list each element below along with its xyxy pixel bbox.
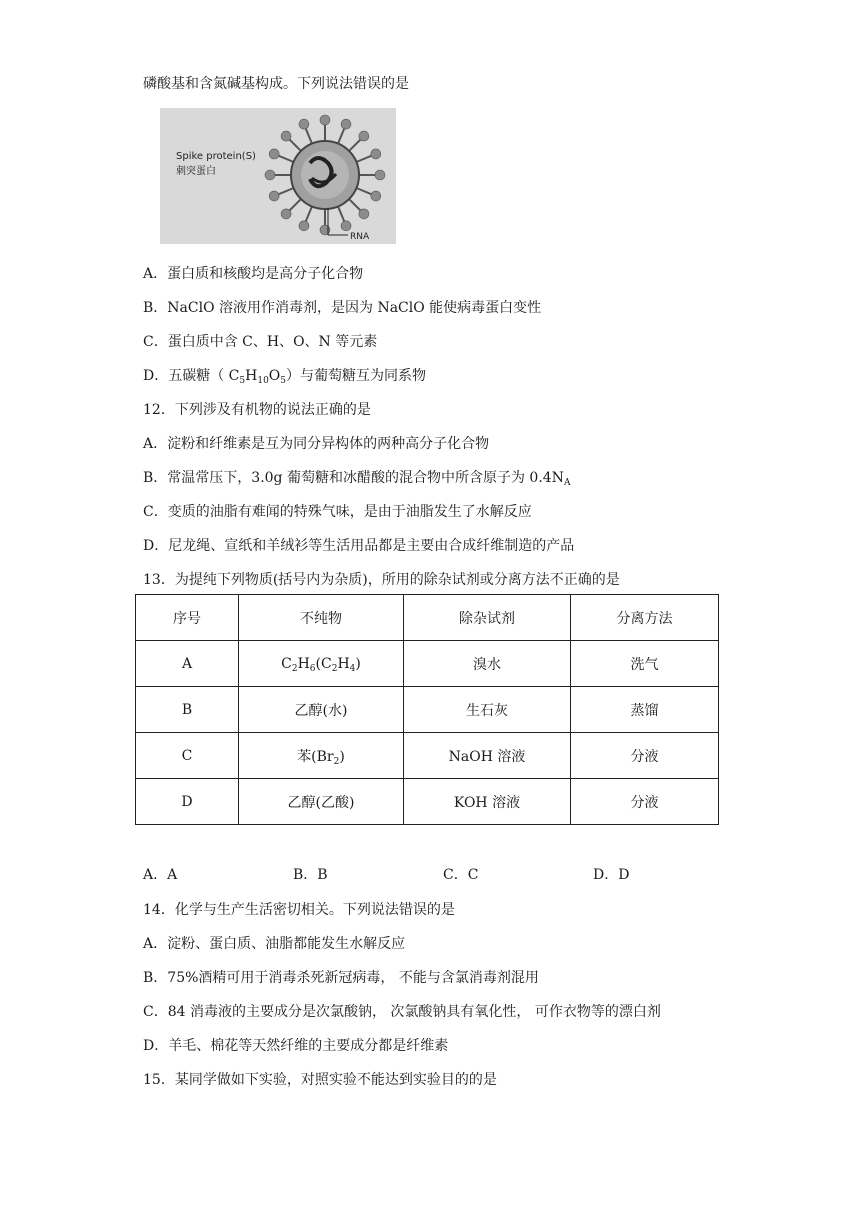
q11-option-d: D．五碳糖（ $C_5H_{10}O_5$）与葡萄糖互为同系物 — [143, 368, 427, 386]
spike-head — [375, 170, 385, 180]
spike-head — [371, 149, 381, 159]
q14-option-d: D．羊毛、棉花等天然纤维的主要成分都是纤维素 — [143, 1038, 449, 1054]
q12-stem: 12．下列涉及有机物的说法正确的是 — [143, 402, 371, 418]
row-method: 分液 — [571, 779, 719, 825]
row-reagent: KOH 溶液 — [404, 779, 571, 825]
q13-answer-b: B．B — [293, 867, 328, 883]
spike-stalk — [356, 188, 373, 195]
spike-stalk — [277, 188, 294, 195]
row-method: 洗气 — [571, 641, 719, 687]
table-row — [136, 687, 719, 733]
spike-head — [269, 149, 279, 159]
q12-option-d: D．尼龙绳、宣纸和羊绒衫等生活用品都是主要由合成纤维制造的产品 — [143, 538, 575, 554]
row-id: B — [136, 687, 239, 733]
spike-head — [299, 119, 309, 129]
q14-option-b: B．75%酒精可用于消毒杀死新冠病毒， 不能与含氯消毒剂混用 — [143, 970, 539, 986]
label-spike-zh: 刺突蛋白 — [176, 166, 216, 177]
header-impure: 不纯物 — [239, 595, 404, 641]
q11-option-b: B．NaClO 溶液用作消毒剂，是因为 NaClO 能使病毒蛋白变性 — [143, 300, 542, 316]
row-reagent: 生石灰 — [404, 687, 571, 733]
spike-head — [371, 191, 381, 201]
row-id: C — [136, 733, 239, 779]
spike-head — [281, 209, 291, 219]
spike-stalk — [356, 155, 373, 162]
q12-option-c: C．变质的油脂有难闻的特殊气味，是由于油脂发生了水解反应 — [143, 504, 532, 520]
row-impure: 乙醇(水) — [239, 687, 404, 733]
virus-figure — [160, 108, 396, 244]
spike-stalk — [338, 206, 345, 223]
q15-stem: 15．某同学做如下实验，对照实验不能达到实验目的的是 — [143, 1072, 497, 1088]
spike-head — [265, 170, 275, 180]
row-reagent: 溴水 — [404, 641, 571, 687]
q12-option-b: B．常温常压下，3.0g 葡萄糖和冰醋酸的混合物中所含原子为 $0.4N_A$ — [143, 470, 571, 488]
q14-option-c: C．84 消毒液的主要成分是次氯酸钠， 次氯酸钠具有氧化性， 可作衣物等的漂白剂 — [143, 1004, 661, 1020]
spike-stalk — [349, 138, 362, 151]
coronavirus-diagram — [160, 108, 396, 244]
table-row — [136, 733, 719, 779]
row-method: 蒸馏 — [571, 687, 719, 733]
table-row — [136, 641, 719, 687]
spike-head — [341, 119, 351, 129]
q11-stem-tail: 磷酸基和含氮碱基构成。下列说法错误的是 — [143, 76, 409, 92]
label-rna: RNA — [350, 232, 370, 242]
header-method: 分离方法 — [571, 595, 719, 641]
row-id: A — [136, 641, 239, 687]
row-id: D — [136, 779, 239, 825]
q13-answer-d: D．D — [593, 867, 630, 883]
header-id: 序号 — [136, 595, 239, 641]
table-row — [136, 779, 719, 825]
spike-stalk — [305, 127, 312, 144]
q14-stem: 14．化学与生产生活密切相关。下列说法错误的是 — [143, 902, 455, 918]
row-method: 分液 — [571, 733, 719, 779]
spike-head — [359, 131, 369, 141]
row-impure: $C_2H_6(C_2H_4)$ — [239, 641, 404, 687]
row-reagent: NaOH 溶液 — [404, 733, 571, 779]
spike-head — [320, 115, 330, 125]
spike-stalk — [349, 199, 362, 212]
q13-stem: 13．为提纯下列物质(括号内为杂质)，所用的除杂试剂或分离方法不正确的是 — [143, 572, 620, 588]
spike-head — [281, 131, 291, 141]
spike-head — [341, 221, 351, 231]
q13-table — [135, 594, 719, 825]
spike-stalk — [288, 138, 301, 151]
spike-stalk — [277, 155, 294, 162]
spike-stalk — [338, 127, 345, 144]
table-header-row — [136, 595, 719, 641]
row-impure: 乙醇(乙酸) — [239, 779, 404, 825]
spike-head — [299, 221, 309, 231]
q11-option-a: A．蛋白质和核酸均是高分子化合物 — [143, 266, 364, 282]
header-reagent: 除杂试剂 — [404, 595, 571, 641]
q11-option-c: C．蛋白质中含 C、H、O、N 等元素 — [143, 334, 378, 350]
q13-answer-a: A．A — [143, 867, 178, 883]
q13-answer-c: C．C — [443, 867, 479, 883]
label-spike-en: Spike protein(S) — [176, 151, 256, 162]
spike-head — [269, 191, 279, 201]
spike-stalk — [288, 199, 301, 212]
spike-stalk — [305, 206, 312, 223]
q12-option-a: A．淀粉和纤维素是互为同分异构体的两种高分子化合物 — [143, 436, 490, 452]
spike-head — [359, 209, 369, 219]
q14-option-a: A．淀粉、蛋白质、油脂都能发生水解反应 — [143, 936, 406, 952]
row-impure: 苯$(Br_2)$ — [239, 733, 404, 779]
